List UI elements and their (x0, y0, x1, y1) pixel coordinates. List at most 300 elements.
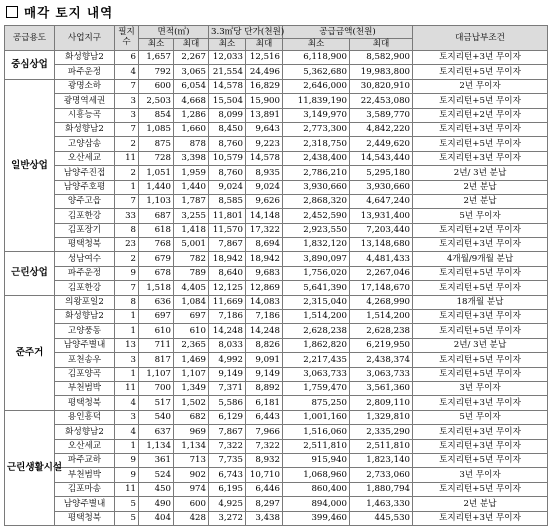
amount-min-cell: 2,452,590 (283, 209, 350, 223)
price-min-cell: 7,735 (209, 453, 246, 467)
count-cell: 6 (115, 51, 139, 65)
count-cell: 9 (115, 453, 139, 467)
amount-min-cell: 2,786,210 (283, 166, 350, 180)
table-row (5, 252, 548, 266)
count-cell: 4 (115, 425, 139, 439)
district-cell: 파주교하 (55, 453, 115, 467)
amount-min-cell: 2,923,550 (283, 223, 350, 237)
land-sale-table (4, 25, 548, 526)
district-cell: 남양주진접 (55, 166, 115, 180)
price-min-cell: 4,925 (209, 497, 246, 511)
count-cell: 2 (115, 137, 139, 151)
header-area-max: 최대 (174, 39, 209, 51)
district-cell: 파주운정 (55, 65, 115, 79)
amount-min-cell: 1,756,020 (283, 266, 350, 280)
area-max-cell: 1,959 (174, 166, 209, 180)
area-max-cell: 969 (174, 425, 209, 439)
district-cell: 김포마송 (55, 482, 115, 496)
table-row (5, 166, 548, 180)
count-cell: 7 (115, 122, 139, 136)
amount-min-cell: 2,217,435 (283, 353, 350, 367)
price-min-cell: 15,504 (209, 94, 246, 108)
district-cell: 성남여수 (55, 252, 115, 266)
area-max-cell: 878 (174, 137, 209, 151)
price-min-cell: 7,867 (209, 425, 246, 439)
count-cell: 3 (115, 410, 139, 424)
amount-min-cell: 1,832,120 (283, 238, 350, 252)
amount-max-cell: 1,463,330 (350, 497, 413, 511)
amount-min-cell: 1,001,160 (283, 410, 350, 424)
price-max-cell: 8,826 (246, 338, 283, 352)
condition-cell: 토지리턴+3년 무이자 (413, 238, 548, 252)
price-max-cell: 14,083 (246, 295, 283, 309)
area-max-cell: 600 (174, 497, 209, 511)
area-max-cell: 1,349 (174, 381, 209, 395)
price-min-cell: 8,760 (209, 137, 246, 151)
amount-max-cell: 30,820,910 (350, 79, 413, 93)
area-min-cell: 768 (139, 238, 174, 252)
area-max-cell: 682 (174, 410, 209, 424)
area-min-cell: 687 (139, 209, 174, 223)
price-max-cell: 12,869 (246, 281, 283, 295)
price-max-cell: 14,248 (246, 324, 283, 338)
price-max-cell: 6,443 (246, 410, 283, 424)
area-min-cell: 610 (139, 324, 174, 338)
price-min-cell: 7,371 (209, 381, 246, 395)
price-min-cell: 11,570 (209, 223, 246, 237)
district-cell: 광명소하 (55, 79, 115, 93)
use-category-cell: 일반상업 (5, 79, 55, 252)
price-min-cell: 9,149 (209, 367, 246, 381)
area-max-cell: 1,134 (174, 439, 209, 453)
district-cell: 부천범박 (55, 468, 115, 482)
price-max-cell: 7,966 (246, 425, 283, 439)
amount-max-cell: 3,930,660 (350, 180, 413, 194)
count-cell: 1 (115, 324, 139, 338)
area-max-cell: 4,668 (174, 94, 209, 108)
amount-max-cell: 13,931,400 (350, 209, 413, 223)
count-cell: 7 (115, 194, 139, 208)
count-cell: 11 (115, 151, 139, 165)
table-header (5, 26, 548, 51)
area-min-cell: 854 (139, 108, 174, 122)
amount-min-cell: 5,641,390 (283, 281, 350, 295)
amount-min-cell: 1,759,470 (283, 381, 350, 395)
area-min-cell: 875 (139, 137, 174, 151)
district-cell: 시흥능곡 (55, 108, 115, 122)
price-max-cell: 24,496 (246, 65, 283, 79)
price-min-cell: 6,195 (209, 482, 246, 496)
amount-max-cell: 13,148,680 (350, 238, 413, 252)
price-max-cell: 14,148 (246, 209, 283, 223)
amount-max-cell: 2,335,290 (350, 425, 413, 439)
district-cell: 광명역세권 (55, 94, 115, 108)
price-max-cell: 8,297 (246, 497, 283, 511)
area-min-cell: 517 (139, 396, 174, 410)
area-max-cell: 2,365 (174, 338, 209, 352)
amount-min-cell: 3,890,097 (283, 252, 350, 266)
table-row (5, 295, 548, 309)
amount-min-cell: 3,149,970 (283, 108, 350, 122)
area-max-cell: 902 (174, 468, 209, 482)
amount-max-cell: 6,219,950 (350, 338, 413, 352)
amount-max-cell: 4,647,240 (350, 194, 413, 208)
area-max-cell: 4,405 (174, 281, 209, 295)
area-min-cell: 1,085 (139, 122, 174, 136)
area-min-cell: 636 (139, 295, 174, 309)
price-max-cell: 8,935 (246, 166, 283, 180)
header-area: 면적(㎡) (139, 26, 209, 39)
amount-min-cell: 1,514,200 (283, 310, 350, 324)
area-min-cell: 1,134 (139, 439, 174, 453)
count-cell: 11 (115, 381, 139, 395)
district-cell: 남양주호평 (55, 180, 115, 194)
amount-min-cell: 399,460 (283, 511, 350, 525)
amount-max-cell: 8,582,900 (350, 51, 413, 65)
area-min-cell: 540 (139, 410, 174, 424)
condition-cell: 2년/ 3년 분납 (413, 338, 548, 352)
area-min-cell: 361 (139, 453, 174, 467)
header-condition: 대금납부조건 (413, 26, 548, 51)
header-count-line1: 필지 (118, 27, 135, 38)
condition-cell: 토지리턴+3년 무이자 (413, 439, 548, 453)
condition-cell: 토지리턴+5년 무이자 (413, 65, 548, 79)
condition-cell: 토지리턴+5년 무이자 (413, 266, 548, 280)
amount-min-cell: 2,773,300 (283, 122, 350, 136)
amount-max-cell: 2,809,110 (350, 396, 413, 410)
district-cell: 오산세교 (55, 439, 115, 453)
area-max-cell: 1,502 (174, 396, 209, 410)
table-row (5, 310, 548, 324)
price-max-cell: 17,322 (246, 223, 283, 237)
price-min-cell: 14,248 (209, 324, 246, 338)
area-min-cell: 1,657 (139, 51, 174, 65)
amount-max-cell: 2,733,060 (350, 468, 413, 482)
condition-cell: 토지리턴+5년 무이자 (413, 94, 548, 108)
district-cell: 오산세교 (55, 151, 115, 165)
count-cell: 1 (115, 180, 139, 194)
condition-cell: 토지리턴+5년 무이자 (413, 281, 548, 295)
header-count-line2: 수 (122, 37, 131, 47)
price-max-cell: 13,891 (246, 108, 283, 122)
condition-cell: 토지리턴+2년 무이자 (413, 223, 548, 237)
amount-min-cell: 2,438,400 (283, 151, 350, 165)
area-min-cell: 1,103 (139, 194, 174, 208)
header-amount: 공급금액(천원) (283, 26, 413, 39)
price-min-cell: 9,024 (209, 180, 246, 194)
amount-max-cell: 3,063,733 (350, 367, 413, 381)
table-row (5, 425, 548, 439)
count-cell: 7 (115, 281, 139, 295)
area-min-cell: 618 (139, 223, 174, 237)
table-row (5, 94, 548, 108)
checkbox-square-icon (6, 6, 18, 18)
area-min-cell: 792 (139, 65, 174, 79)
district-cell: 의왕포일2 (55, 295, 115, 309)
table-row (5, 238, 548, 252)
amount-min-cell: 2,511,810 (283, 439, 350, 453)
amount-max-cell: 2,267,046 (350, 266, 413, 280)
header-price-max: 최대 (246, 39, 283, 51)
amount-min-cell: 860,400 (283, 482, 350, 496)
use-category-cell: 근린생활시설 (5, 410, 55, 525)
area-max-cell: 3,255 (174, 209, 209, 223)
area-min-cell: 600 (139, 79, 174, 93)
area-min-cell: 450 (139, 482, 174, 496)
price-min-cell: 6,743 (209, 468, 246, 482)
area-min-cell: 817 (139, 353, 174, 367)
district-cell: 김포양곡 (55, 367, 115, 381)
count-cell: 3 (115, 94, 139, 108)
price-max-cell: 10,710 (246, 468, 283, 482)
amount-min-cell: 2,868,320 (283, 194, 350, 208)
area-min-cell: 1,107 (139, 367, 174, 381)
price-min-cell: 8,099 (209, 108, 246, 122)
count-cell: 2 (115, 166, 139, 180)
table-row (5, 194, 548, 208)
price-max-cell: 12,516 (246, 51, 283, 65)
condition-cell: 2년/ 3년 분납 (413, 166, 548, 180)
area-max-cell: 3,065 (174, 65, 209, 79)
count-cell: 8 (115, 295, 139, 309)
condition-cell: 18개월 분납 (413, 295, 548, 309)
table-row (5, 51, 548, 65)
amount-max-cell: 3,589,770 (350, 108, 413, 122)
amount-max-cell: 7,203,440 (350, 223, 413, 237)
price-max-cell: 9,643 (246, 122, 283, 136)
table-row (5, 482, 548, 496)
condition-cell: 토지리턴+5년 무이자 (413, 482, 548, 496)
header-district: 사업지구 (55, 26, 115, 51)
table-row (5, 439, 548, 453)
price-min-cell: 6,129 (209, 410, 246, 424)
area-max-cell: 1,469 (174, 353, 209, 367)
use-category-cell: 중심상업 (5, 51, 55, 80)
area-max-cell: 1,418 (174, 223, 209, 237)
count-cell: 5 (115, 511, 139, 525)
price-max-cell: 9,223 (246, 137, 283, 151)
price-max-cell: 9,091 (246, 353, 283, 367)
amount-max-cell: 4,481,433 (350, 252, 413, 266)
header-price: 3.3㎡당 단가(천원) (209, 26, 283, 39)
amount-max-cell: 2,449,620 (350, 137, 413, 151)
price-max-cell: 8,932 (246, 453, 283, 467)
condition-cell: 4개월/9개월 분납 (413, 252, 548, 266)
count-cell: 4 (115, 396, 139, 410)
district-cell: 평택청북 (55, 396, 115, 410)
area-min-cell: 637 (139, 425, 174, 439)
count-cell: 9 (115, 266, 139, 280)
district-cell: 부천범박 (55, 381, 115, 395)
header-use: 공급용도 (5, 26, 55, 51)
condition-cell: 3년 무이자 (413, 468, 548, 482)
district-cell: 평택청북 (55, 511, 115, 525)
amount-min-cell: 1,068,960 (283, 468, 350, 482)
condition-cell: 토지리턴+3년 무이자 (413, 425, 548, 439)
area-max-cell: 428 (174, 511, 209, 525)
table-row (5, 108, 548, 122)
area-min-cell: 697 (139, 310, 174, 324)
table-row (5, 281, 548, 295)
amount-min-cell: 2,628,238 (283, 324, 350, 338)
district-cell: 양주고읍 (55, 194, 115, 208)
amount-min-cell: 3,063,733 (283, 367, 350, 381)
amount-min-cell: 2,315,040 (283, 295, 350, 309)
area-max-cell: 1,107 (174, 367, 209, 381)
area-min-cell: 2,503 (139, 94, 174, 108)
price-min-cell: 21,554 (209, 65, 246, 79)
price-min-cell: 12,033 (209, 51, 246, 65)
amount-max-cell: 1,823,140 (350, 453, 413, 467)
area-max-cell: 782 (174, 252, 209, 266)
table-row (5, 410, 548, 424)
area-min-cell: 1,440 (139, 180, 174, 194)
amount-min-cell: 2,318,750 (283, 137, 350, 151)
amount-max-cell: 3,561,360 (350, 381, 413, 395)
area-min-cell: 1,051 (139, 166, 174, 180)
condition-cell: 5년 무이자 (413, 410, 548, 424)
table-row (5, 497, 548, 511)
area-min-cell: 711 (139, 338, 174, 352)
page-title (6, 2, 113, 22)
header-count (115, 26, 139, 51)
price-min-cell: 7,322 (209, 439, 246, 453)
condition-cell: 토지리턴+5년 무이자 (413, 137, 548, 151)
amount-max-cell: 445,530 (350, 511, 413, 525)
area-min-cell: 404 (139, 511, 174, 525)
amount-min-cell: 875,250 (283, 396, 350, 410)
price-min-cell: 8,760 (209, 166, 246, 180)
amount-max-cell: 17,148,670 (350, 281, 413, 295)
amount-max-cell: 4,268,990 (350, 295, 413, 309)
amount-min-cell: 5,362,680 (283, 65, 350, 79)
area-max-cell: 610 (174, 324, 209, 338)
amount-max-cell: 22,453,080 (350, 94, 413, 108)
price-min-cell: 10,579 (209, 151, 246, 165)
area-min-cell: 1,518 (139, 281, 174, 295)
amount-min-cell: 915,940 (283, 453, 350, 467)
table-row (5, 223, 548, 237)
district-cell: 평택청북 (55, 238, 115, 252)
price-max-cell: 14,578 (246, 151, 283, 165)
count-cell: 5 (115, 497, 139, 511)
area-max-cell: 2,267 (174, 51, 209, 65)
price-min-cell: 7,186 (209, 310, 246, 324)
condition-cell: 토지리턴+3년 무이자 (413, 511, 548, 525)
table-row (5, 511, 548, 525)
count-cell: 9 (115, 468, 139, 482)
area-min-cell: 679 (139, 252, 174, 266)
table-row (5, 180, 548, 194)
district-cell: 화성향남2 (55, 310, 115, 324)
table-row (5, 367, 548, 381)
condition-cell: 토지리턴+3년 무이자 (413, 51, 548, 65)
amount-max-cell: 2,438,374 (350, 353, 413, 367)
amount-min-cell: 11,839,190 (283, 94, 350, 108)
table-body (5, 51, 548, 526)
table-row (5, 137, 548, 151)
price-min-cell: 8,585 (209, 194, 246, 208)
count-cell: 7 (115, 79, 139, 93)
amount-min-cell: 1,516,060 (283, 425, 350, 439)
condition-cell: 토지리턴+3년 무이자 (413, 151, 548, 165)
area-max-cell: 974 (174, 482, 209, 496)
price-min-cell: 3,272 (209, 511, 246, 525)
condition-cell: 토지리턴+2년 무이자 (413, 108, 548, 122)
district-cell: 포천송우 (55, 353, 115, 367)
amount-min-cell: 3,930,660 (283, 180, 350, 194)
price-max-cell: 18,942 (246, 252, 283, 266)
area-max-cell: 6,054 (174, 79, 209, 93)
table-row (5, 338, 548, 352)
price-max-cell: 6,181 (246, 396, 283, 410)
count-cell: 3 (115, 353, 139, 367)
price-max-cell: 16,829 (246, 79, 283, 93)
count-cell: 1 (115, 439, 139, 453)
amount-max-cell: 5,295,180 (350, 166, 413, 180)
header-amount-min: 최소 (283, 39, 350, 51)
area-max-cell: 697 (174, 310, 209, 324)
condition-cell: 2년 분납 (413, 180, 548, 194)
table-row (5, 151, 548, 165)
condition-cell: 5년 무이자 (413, 209, 548, 223)
price-min-cell: 8,640 (209, 266, 246, 280)
district-cell: 고양삼송 (55, 137, 115, 151)
amount-max-cell: 1,880,794 (350, 482, 413, 496)
table-row (5, 65, 548, 79)
condition-cell: 토지리턴+3년 무이자 (413, 310, 548, 324)
area-max-cell: 1,660 (174, 122, 209, 136)
amount-min-cell: 6,118,900 (283, 51, 350, 65)
condition-cell: 2년 분납 (413, 194, 548, 208)
amount-min-cell: 1,862,820 (283, 338, 350, 352)
price-max-cell: 6,446 (246, 482, 283, 496)
count-cell: 8 (115, 223, 139, 237)
count-cell: 23 (115, 238, 139, 252)
price-min-cell: 8,450 (209, 122, 246, 136)
table-row (5, 353, 548, 367)
amount-min-cell: 2,646,000 (283, 79, 350, 93)
header-amount-max: 최대 (350, 39, 413, 51)
price-max-cell: 15,900 (246, 94, 283, 108)
count-cell: 11 (115, 482, 139, 496)
use-category-cell: 준주거 (5, 295, 55, 410)
area-min-cell: 678 (139, 266, 174, 280)
amount-max-cell: 1,514,200 (350, 310, 413, 324)
area-max-cell: 5,001 (174, 238, 209, 252)
area-max-cell: 1,084 (174, 295, 209, 309)
table-row (5, 396, 548, 410)
area-min-cell: 700 (139, 381, 174, 395)
header-area-min: 최소 (139, 39, 174, 51)
area-max-cell: 1,286 (174, 108, 209, 122)
table-row (5, 209, 548, 223)
price-max-cell: 3,438 (246, 511, 283, 525)
page-title-text: 매각 토지 내역 (24, 5, 114, 20)
count-cell: 3 (115, 108, 139, 122)
table-row (5, 468, 548, 482)
table-row (5, 381, 548, 395)
area-max-cell: 789 (174, 266, 209, 280)
district-cell: 김포한강 (55, 281, 115, 295)
condition-cell: 토지리턴+5년 무이자 (413, 367, 548, 381)
count-cell: 2 (115, 252, 139, 266)
area-max-cell: 3,398 (174, 151, 209, 165)
header-price-min: 최소 (209, 39, 246, 51)
district-cell: 김포장기 (55, 223, 115, 237)
price-max-cell: 7,322 (246, 439, 283, 453)
price-max-cell: 8,892 (246, 381, 283, 395)
